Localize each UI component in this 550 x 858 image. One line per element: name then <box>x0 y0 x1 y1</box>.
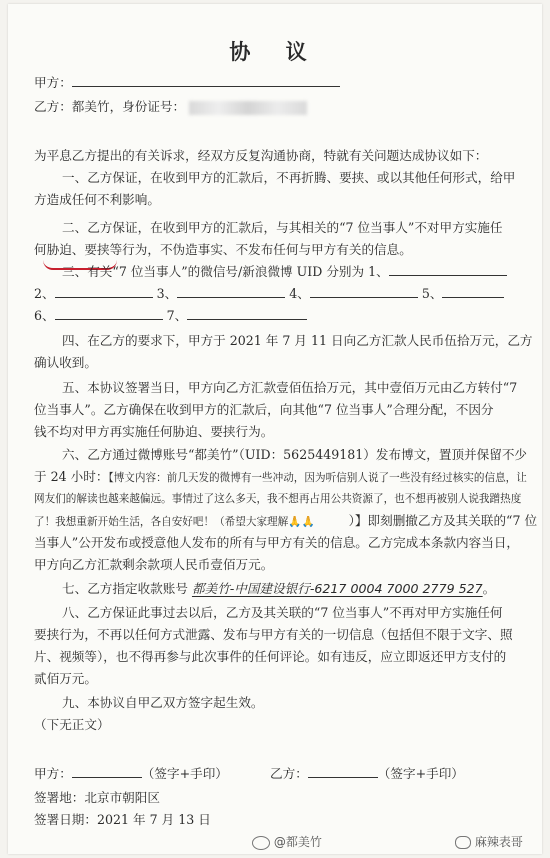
bank-account-handwritten: 都美竹-中国建设银行-6217 0004 7000 2779 527 <box>191 581 483 596</box>
clause-4-line-1: 四、在乙方的要求下，甲方于 2021 年 7 月 11 日向乙方汇款人民币伍拾万元，乙方 <box>62 333 533 348</box>
clause-3-line-2 <box>34 285 504 303</box>
clause-8-line-3: 片、视频等），也不得再参与此次事件的任何评论。如有违反，应立即返还甲方支付的 <box>34 649 507 664</box>
clause-2-line-1: 二、乙方保证，在收到甲方的汇款后，与其相关的“7 位当事人”不对甲方实施任 <box>62 220 503 235</box>
weibo-post-content-middle: 网友们的解读也越来越偏远。事情过了这么多天，我不想再占用公共资源了，也不想再被别人说我蹭热度 <box>34 493 522 505</box>
uid-6-blank <box>55 307 163 320</box>
weibo-post-content-start: 【博文内容：前几天发的微博有一些冲动，因为听信别人说了一些没有经过核实的信息，让 <box>108 472 527 484</box>
uid-7-label: 7、 <box>166 308 188 323</box>
clause-6-line-1: 六、乙方通过微博账号“都美竹”（UID：5625449181）发布博文，置顶并保留不少 <box>62 447 528 462</box>
uid-5-label: 5、 <box>421 286 443 301</box>
signature-b-line <box>270 765 464 783</box>
clause-2-line-2: 何胁迫、要挟等行为，不伪造事实、不发布任何与甲方有关的信息。 <box>34 242 412 257</box>
clause-6-line-4 <box>34 512 537 531</box>
clause-6-line-6: 甲方向乙方汇款剩余款项人民币壹佰万元。 <box>34 557 274 572</box>
weibo-watermark <box>252 833 322 850</box>
party-a-line <box>34 74 340 92</box>
clause-7-line <box>62 580 495 598</box>
clause-3-intro: 三、有关“7 位当事人”的微信号/新浪微博 UID 分别为 1、 <box>62 264 389 279</box>
clause-8-line-4: 贰佰万元。 <box>34 671 97 686</box>
clause-5-line-2: 位当事人”。乙方确保在收到甲方的汇款后，向其他“7 位当事人”合理分配，不因分 <box>34 402 494 417</box>
clause-3-line-1 <box>62 263 507 281</box>
wechat-logo-icon <box>455 836 471 849</box>
clause-5-line-3: 钱不均对甲方再实施任何胁迫、要挟行为。 <box>34 424 274 439</box>
signature-b-blank <box>308 765 378 778</box>
clause-8-line-2: 要挟行为，不再以任何方式泄露、发布与甲方有关的一切信息（包括但不限于文字、照 <box>34 627 513 642</box>
clause-6-deadline: 于 24 小时： <box>34 469 109 484</box>
uid-1-blank <box>389 263 507 276</box>
uid-7-blank <box>187 307 307 320</box>
signature-b-hint: （签字+手印） <box>377 766 464 781</box>
clause-7-suffix: 。 <box>482 581 496 596</box>
signature-a-label: 甲方： <box>34 766 72 781</box>
uid-3-label: 3、 <box>156 286 178 301</box>
clause-1-line-2: 方造成任何不利影响。 <box>34 192 160 207</box>
uid-2-blank <box>55 285 153 298</box>
signature-b-label: 乙方： <box>270 766 308 781</box>
clause-9: 九、本协议自甲乙双方签字起生效。 <box>62 695 264 710</box>
uid-5-blank <box>442 285 504 298</box>
end-note: （下无正文） <box>34 717 110 732</box>
clause-8-line-1: 八、乙方保证此事过去以后，乙方及其关联的“7 位当事人”不再对甲方实施任何 <box>62 605 503 620</box>
clause-6-line-2 <box>34 468 527 487</box>
party-b-line <box>34 98 307 116</box>
wechat-account-name: 麻辣表哥 <box>474 835 523 849</box>
clause-6-delete-text: ）】即刻删撤乙方及其关联的“7 位 <box>348 513 538 528</box>
signature-a-line <box>34 765 228 783</box>
clause-7-prefix: 七、乙方指定收款账号 <box>62 581 188 596</box>
uid-2-label: 2、 <box>34 286 55 301</box>
clause-1-line-1: 一、乙方保证，在收到甲方的汇款后，不再折腾、要挟、或以其他任何形式，给甲 <box>62 170 516 185</box>
weibo-handle: @都美竹 <box>273 835 322 849</box>
redacted-id-number <box>189 101 307 115</box>
clause-5-line-1: 五、本协议签署当日，甲方向乙方汇款壹佰伍拾万元，其中壹佰万元由乙方转付“7 <box>62 380 518 395</box>
document-title: 协 议 <box>229 39 321 64</box>
wechat-watermark <box>455 833 523 850</box>
signing-place: 签署地：北京市朝阳区 <box>34 790 160 805</box>
signing-date: 签署日期：2021 年 7 月 13 日 <box>34 812 211 827</box>
uid-4-blank <box>310 285 418 298</box>
uid-3-blank <box>177 285 285 298</box>
weibo-logo-icon <box>252 836 270 850</box>
uid-6-label: 6、 <box>34 308 55 323</box>
party-b-name: 都美竹，身份证号： <box>71 99 186 114</box>
party-a-blank <box>72 74 340 87</box>
signature-a-blank <box>72 765 142 778</box>
clause-3-line-3 <box>34 307 307 325</box>
party-b-label: 乙方： <box>34 99 72 114</box>
party-a-label: 甲方： <box>34 75 72 90</box>
uid-4-label: 4、 <box>289 286 310 301</box>
signature-a-hint: （签字+手印） <box>141 766 228 781</box>
clause-4-line-2: 确认收到。 <box>34 355 97 370</box>
clause-6-line-5: 当事人”公开发布或授意他人发布的所有与甲方有关的信息。乙方完成本条款内容当日， <box>34 535 520 550</box>
weibo-post-content-end: 了！我想重新开始生活，各自安好吧！（希望大家理解🙏🙏 <box>34 516 315 528</box>
intro-text: 为平息乙方提出的有关诉求，经双方反复沟通协商，特就有关问题达成协议如下： <box>34 148 488 163</box>
